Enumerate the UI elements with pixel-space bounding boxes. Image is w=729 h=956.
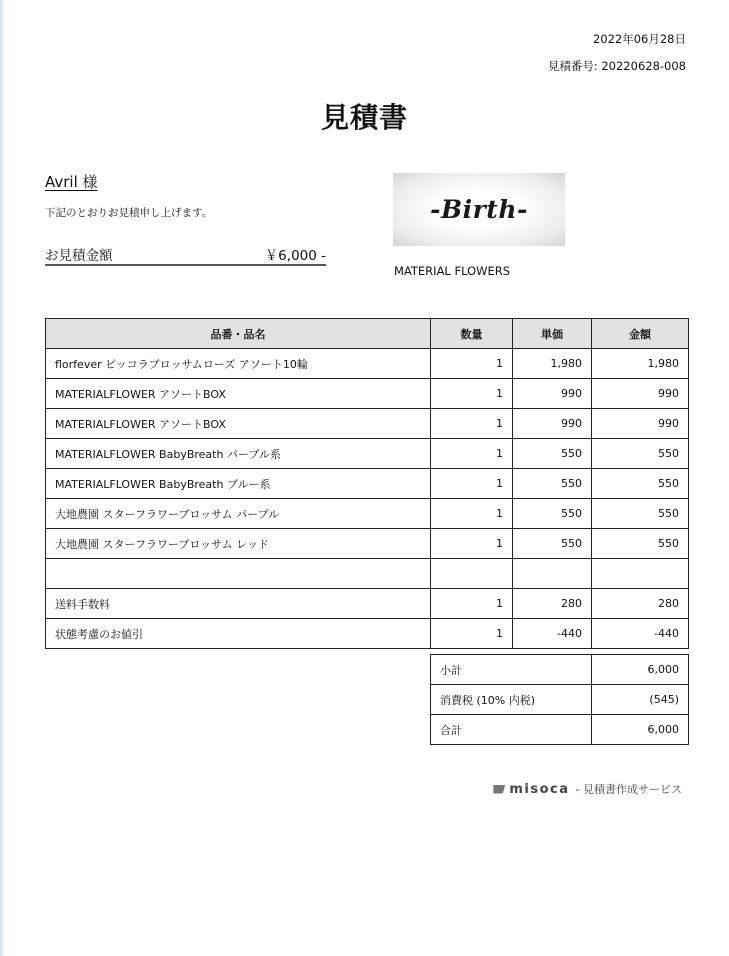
header-amount: 金額 [592, 319, 689, 349]
footer-credit [493, 781, 682, 797]
item-name: 状態考慮のお値引 [46, 619, 431, 649]
items-table [45, 318, 689, 649]
item-quantity: 1 [431, 469, 513, 499]
item-unit-price: 550 [513, 529, 592, 559]
estimate-number: 見積番号: 20220628-008 [547, 59, 686, 73]
item-amount: 990 [592, 409, 689, 439]
table-row [46, 349, 689, 379]
table-row [46, 409, 689, 439]
tax-row [431, 685, 689, 715]
company-logo [393, 173, 565, 246]
item-quantity: 1 [431, 409, 513, 439]
grand-total-value: 6,000 [592, 715, 689, 745]
table-row [46, 439, 689, 469]
item-amount: 550 [592, 529, 689, 559]
table-row-empty [46, 559, 689, 589]
item-name: MATERIALFLOWER BabyBreath パープル系 [46, 439, 431, 469]
item-name: 大地農園 スターフラワーブロッサム パープル [46, 499, 431, 529]
header-quantity: 数量 [431, 319, 513, 349]
summary-table [430, 654, 689, 745]
item-unit-price: 550 [513, 469, 592, 499]
item-name: 大地農園 スターフラワーブロッサム レッド [46, 529, 431, 559]
table-row [46, 529, 689, 559]
item-name: MATERIALFLOWER アソートBOX [46, 379, 431, 409]
item-amount [592, 559, 689, 589]
subtotal-value: 6,000 [592, 655, 689, 685]
estimate-total-label: お見積金額 [45, 248, 113, 264]
item-name: MATERIALFLOWER BabyBreath ブルー系 [46, 469, 431, 499]
subtotal-row [431, 655, 689, 685]
item-quantity: 1 [431, 619, 513, 649]
item-name: 送料手数料 [46, 589, 431, 619]
item-quantity: 1 [431, 439, 513, 469]
item-unit-price: 990 [513, 409, 592, 439]
item-quantity: 1 [431, 379, 513, 409]
tax-label: 消費税 (10% 内税) [431, 685, 592, 715]
document-title: 見積書 [320, 101, 408, 134]
item-quantity: 1 [431, 499, 513, 529]
table-row [46, 469, 689, 499]
item-amount: 550 [592, 499, 689, 529]
grand-total-row [431, 715, 689, 745]
item-unit-price: 1,980 [513, 349, 592, 379]
item-unit-price [513, 559, 592, 589]
item-unit-price: -440 [513, 619, 592, 649]
item-name [46, 559, 431, 589]
header-item-name: 品番・品名 [46, 319, 431, 349]
item-quantity [431, 559, 513, 589]
intro-text: 下記のとおりお見積申し上げます。 [45, 207, 213, 219]
company-name: MATERIAL FLOWERS [394, 264, 511, 278]
header-unit-price: 単価 [513, 319, 592, 349]
logo-text: -Birth- [430, 195, 528, 224]
table-row [46, 379, 689, 409]
estimate-total-amount: ￥6,000 - [264, 248, 326, 264]
item-unit-price: 550 [513, 439, 592, 469]
table-row [46, 499, 689, 529]
item-amount: 990 [592, 379, 689, 409]
tax-value: (545) [592, 685, 689, 715]
item-amount: 1,980 [592, 349, 689, 379]
items-header-row [46, 319, 689, 349]
item-amount: 280 [592, 589, 689, 619]
item-amount: 550 [592, 469, 689, 499]
left-edge-strip [0, 0, 3, 956]
item-quantity: 1 [431, 529, 513, 559]
item-quantity: 1 [431, 589, 513, 619]
issue-date: 2022年06月28日 [592, 32, 686, 46]
item-name: MATERIALFLOWER アソートBOX [46, 409, 431, 439]
misoca-logo-icon [493, 785, 505, 794]
item-name: florfever ピッコラブロッサムローズ アソート10輪 [46, 349, 431, 379]
item-quantity: 1 [431, 349, 513, 379]
customer-name: Avril 様 [45, 173, 98, 191]
item-amount: -440 [592, 619, 689, 649]
subtotal-label: 小計 [431, 655, 592, 685]
item-unit-price: 550 [513, 499, 592, 529]
table-row [46, 619, 689, 649]
grand-total-label: 合計 [431, 715, 592, 745]
item-amount: 550 [592, 439, 689, 469]
footer-service: - 見積書作成サービス [575, 783, 682, 796]
footer-brand: misoca [509, 781, 570, 797]
table-row [46, 589, 689, 619]
item-unit-price: 280 [513, 589, 592, 619]
estimate-total [45, 242, 326, 266]
item-unit-price: 990 [513, 379, 592, 409]
